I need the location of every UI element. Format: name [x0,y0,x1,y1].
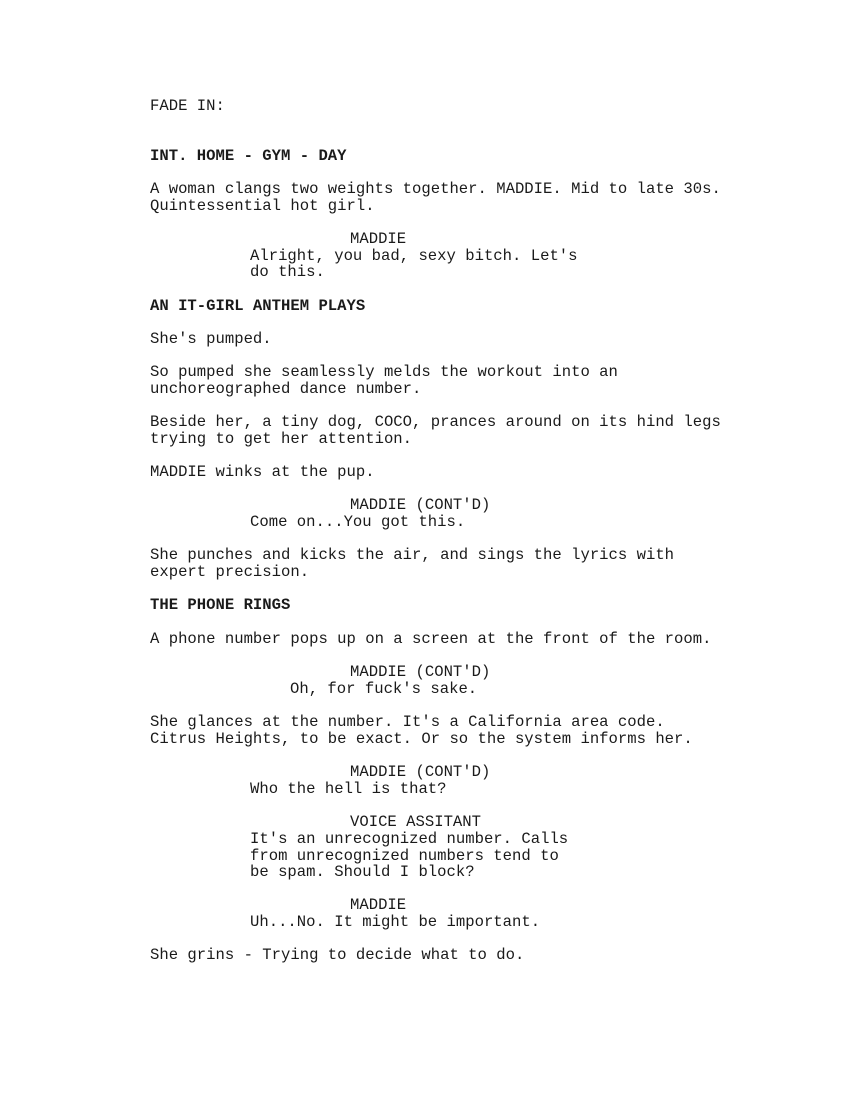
subheading: AN IT-GIRL ANTHEM PLAYS [150,297,366,315]
action-line: unchoreographed dance number. [150,380,422,398]
dialogue-line: Who the hell is that? [250,780,447,798]
dialogue-line: from unrecognized numbers tend to [250,847,559,865]
character-cue: MADDIE (CONT'D) [350,663,491,681]
action-line: She grins - Trying to decide what to do. [150,946,525,964]
character-cue: VOICE ASSITANT [350,813,482,831]
character-cue: MADDIE (CONT'D) [350,763,491,781]
dialogue-line: Uh...No. It might be important. [250,913,541,931]
action-line: Quintessential hot girl. [150,197,375,215]
action-line: A woman clangs two weights together. MADDIE. Mid to late 30s. [150,180,721,198]
character-cue: MADDIE [350,896,407,914]
action-line: expert precision. [150,563,310,581]
dialogue-line: Oh, for fuck's sake. [290,680,478,698]
action-line: She punches and kicks the air, and sings the lyrics with [150,546,675,564]
dialogue-line: be spam. Should I block? [250,863,475,881]
dialogue-line: It's an unrecognized number. Calls [250,830,569,848]
action-line: She's pumped. [150,330,272,348]
action-line: So pumped she seamlessly melds the workout into an [150,363,618,381]
dialogue-line: Alright, you bad, sexy bitch. Let's [250,247,578,265]
dialogue-line: do this. [250,263,325,281]
character-cue: MADDIE [350,230,407,248]
action-line: MADDIE winks at the pup. [150,463,375,481]
subheading: THE PHONE RINGS [150,596,291,614]
transition: FADE IN: [150,97,225,115]
action-line: A phone number pops up on a screen at the front of the room. [150,630,712,648]
action-line: trying to get her attention. [150,430,413,448]
action-line: Beside her, a tiny dog, COCO, prances around on its hind legs [150,413,721,431]
action-line: Citrus Heights, to be exact. Or so the system informs her. [150,730,693,748]
action-line: She glances at the number. It's a California area code. [150,713,665,731]
scene-heading: INT. HOME - GYM - DAY [150,147,347,165]
character-cue: MADDIE (CONT'D) [350,496,491,514]
dialogue-line: Come on...You got this. [250,513,466,531]
